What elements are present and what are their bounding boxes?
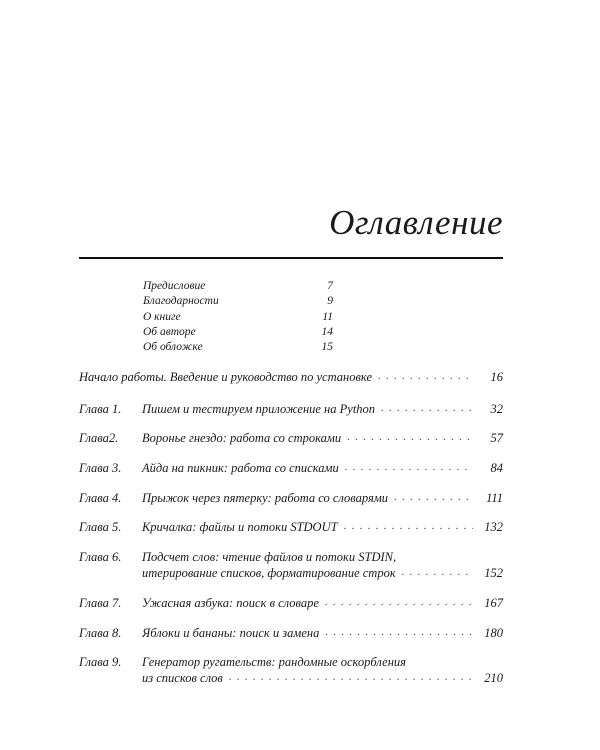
chapter-title: Айда на пикник: работа со списками [142,461,339,475]
chapter-number: Глава 4. [79,491,122,505]
toc-entry-page: 152 [484,566,503,580]
toc-entry-chapter-9 [79,654,503,686]
toc-entry-label: Начало работы. Введение и руководство по установке [79,370,372,384]
front-matter-page: 11 [322,310,333,323]
front-matter-list [143,279,333,355]
front-matter-page: 7 [327,280,333,292]
front-matter-item [143,310,333,325]
toc-entry-page: 57 [490,431,503,445]
front-matter-label: Предисловие [143,280,206,292]
chapter-title: Пишем и тестируем приложение на Python [142,402,376,416]
chapter-title-line-2: итерирование списков, форматирование строк [142,566,396,580]
chapter-number: Глава2. [79,431,119,445]
chapter-number: Глава 7. [79,596,122,610]
page-title: Оглавление [329,203,503,242]
toc-entry-chapter-4 [79,490,503,506]
chapter-title: Яблоки и бананы: поиск и замена [142,626,320,640]
toc-entry-page: 111 [486,491,503,505]
leader-dots [402,565,473,581]
chapter-title-line-2: из списков слов [142,671,223,685]
toc-entry-page: 16 [490,370,503,384]
front-matter-label: Благодарности [143,295,219,308]
chapter-number: Глава 8. [79,626,122,640]
toc-entry-chapter-3 [79,460,503,476]
toc-entry-page: 32 [490,402,503,416]
front-matter-label: Об обложке [143,341,203,354]
leader-dots [378,369,473,385]
toc-entry-page: 167 [484,596,503,610]
front-matter-page: 15 [321,341,333,354]
toc-entry-chapter-2 [79,430,503,446]
toc-entry-chapter-7 [79,595,503,611]
chapter-number: Глава 3. [79,461,122,475]
front-matter-label: Об авторе [143,325,196,338]
chapter-number: Глава 9. [79,655,122,669]
front-matter-page: 14 [321,325,333,338]
front-matter-item [143,325,333,340]
toc-entry-intro [79,369,503,385]
leader-dots [325,625,473,641]
leader-dots [345,460,473,476]
chapter-title: Ужасная азбука: поиск в словаре [142,596,319,610]
leader-dots [344,519,473,535]
leader-dots [394,490,473,506]
leader-dots [347,430,473,446]
toc-entry-chapter-6 [79,549,503,581]
chapter-number: Глава 1. [79,402,122,416]
toc-entry-page: 132 [484,520,503,534]
title-rule [79,257,503,259]
front-matter-item [143,294,333,309]
toc-entry-chapter-5 [79,519,503,535]
chapter-title-line-1: Подсчет слов: чтение файлов и потоки STDIN, [142,550,397,564]
leader-dots [229,670,473,686]
toc-entry-page: 84 [490,461,503,475]
chapter-title: Прыжок через пятерку: работа со словарями [142,491,388,505]
toc-entry-chapter-1 [79,401,503,417]
leader-dots [381,401,473,417]
front-matter-item [143,340,333,355]
chapter-number: Глава 6. [79,550,122,564]
chapter-title: Воронье гнездо: работа со строками [142,431,342,445]
chapter-title-line-1: Генератор ругательств: рандомные оскорбления [142,655,406,669]
toc-entry-chapter-8 [79,625,503,641]
toc-entry-page: 180 [484,626,503,640]
chapter-number: Глава 5. [79,520,122,534]
front-matter-label: О книге [143,310,181,323]
leader-dots [325,595,473,611]
toc-entry-page: 210 [484,671,503,685]
chapter-title: Кричалка: файлы и потоки STDOUT [142,520,338,534]
front-matter-item [143,279,333,294]
front-matter-page: 9 [327,295,333,308]
